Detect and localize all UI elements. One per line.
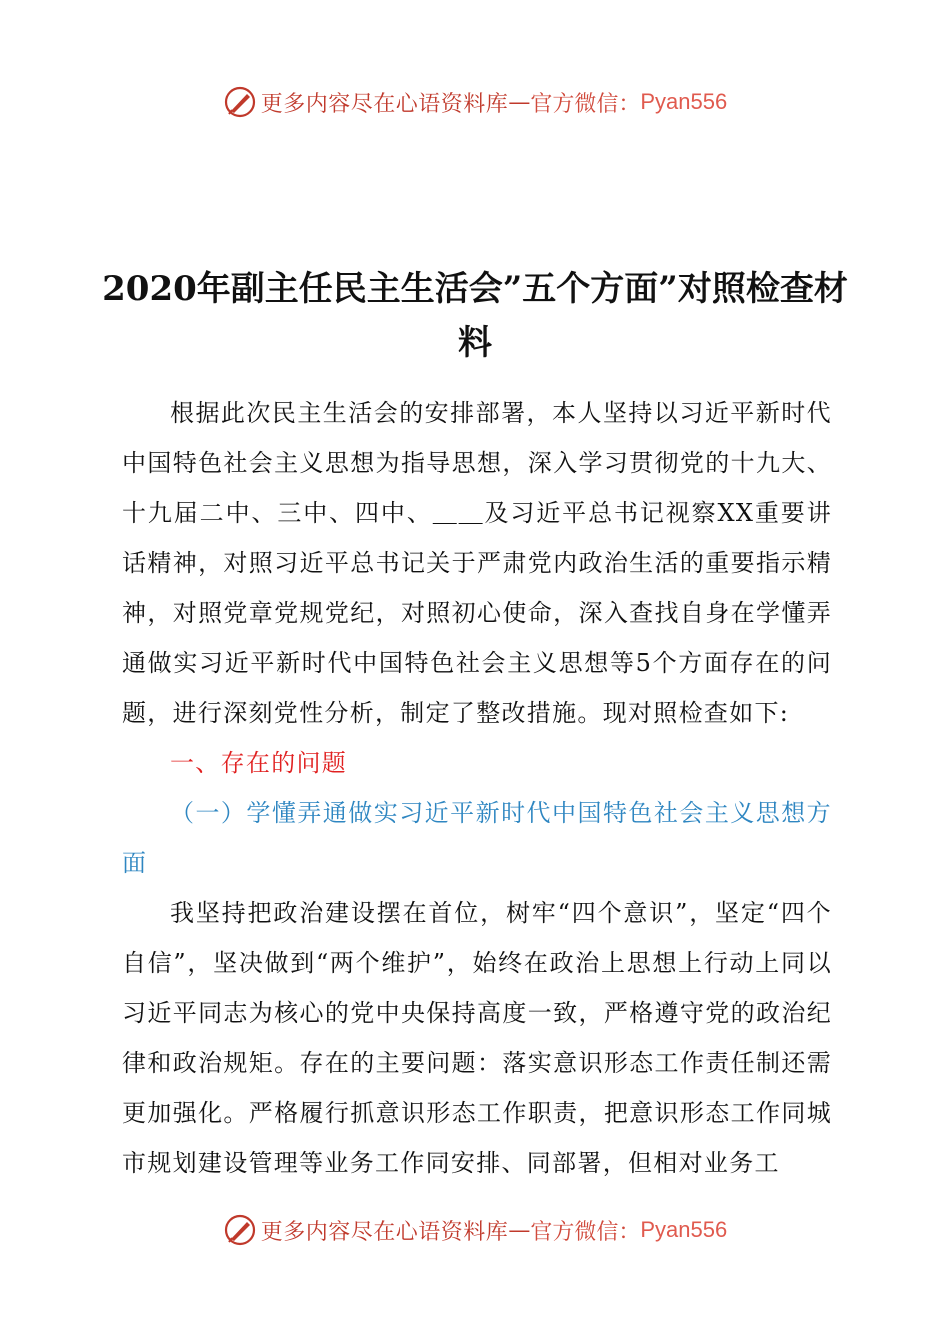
document-body bbox=[122, 388, 832, 1188]
subsection-heading: （一）学懂弄通做实习近平新时代中国特色社会主义思想方面 bbox=[122, 799, 832, 877]
watermark-wechat-id: Pyan556 bbox=[640, 1217, 728, 1242]
watermark-wechat-id: Pyan556 bbox=[640, 89, 728, 114]
quill-logo-icon bbox=[223, 1213, 257, 1247]
watermark-wechat-label: 官方微信： bbox=[530, 91, 641, 117]
watermark-dash: — bbox=[508, 89, 531, 115]
quill-logo-icon bbox=[223, 85, 257, 119]
section-heading: 一、存在的问题 bbox=[170, 749, 348, 777]
watermark-footer bbox=[0, 1210, 950, 1250]
document-title: 2020年副主任民主生活会”五个方面”对照检查材料 bbox=[102, 269, 848, 363]
watermark-header bbox=[0, 82, 950, 122]
watermark-wechat-label: 官方微信： bbox=[530, 1219, 641, 1245]
body-paragraph: 我坚持把政治建设摆在首位，树牢“四个意识”，坚定“四个自信”，坚决做到“两个维护”，始终在政治上思想上行动上同以习近平同志为核心的党中央保持高度一致，严格遵守党的政治纪律和政治规矩。存在的主要问题：落实意识形态工作责任制还需更加强化。严格履行抓意识形态工作职责，把意识形态工作同城市规划建设管理等业务工作同安排、同部署，但相对业务工 bbox=[122, 899, 832, 1177]
watermark-dash: — bbox=[508, 1217, 531, 1243]
intro-paragraph: 根据此次民主生活会的安排部署，本人坚持以习近平新时代中国特色社会主义思想为指导思想，深入学习贯彻党的十九大、十九届二中、三中、四中、＿＿及习近平总书记视察XX重要讲话精神，对照习近平总书记关于严肃党内政治生活的重要指示精神，对照党章党规党纪，对照初心使命，深入查找自身在学懂弄通做实习近平新时代中国特色社会主义思想等5个方面存在的问题，进行深刻党性分析，制定了整改措施。现对照检查如下: bbox=[122, 399, 832, 727]
watermark-text: 更多内容尽在心语资料库 bbox=[260, 1219, 509, 1245]
watermark-text: 更多内容尽在心语资料库 bbox=[260, 91, 509, 117]
